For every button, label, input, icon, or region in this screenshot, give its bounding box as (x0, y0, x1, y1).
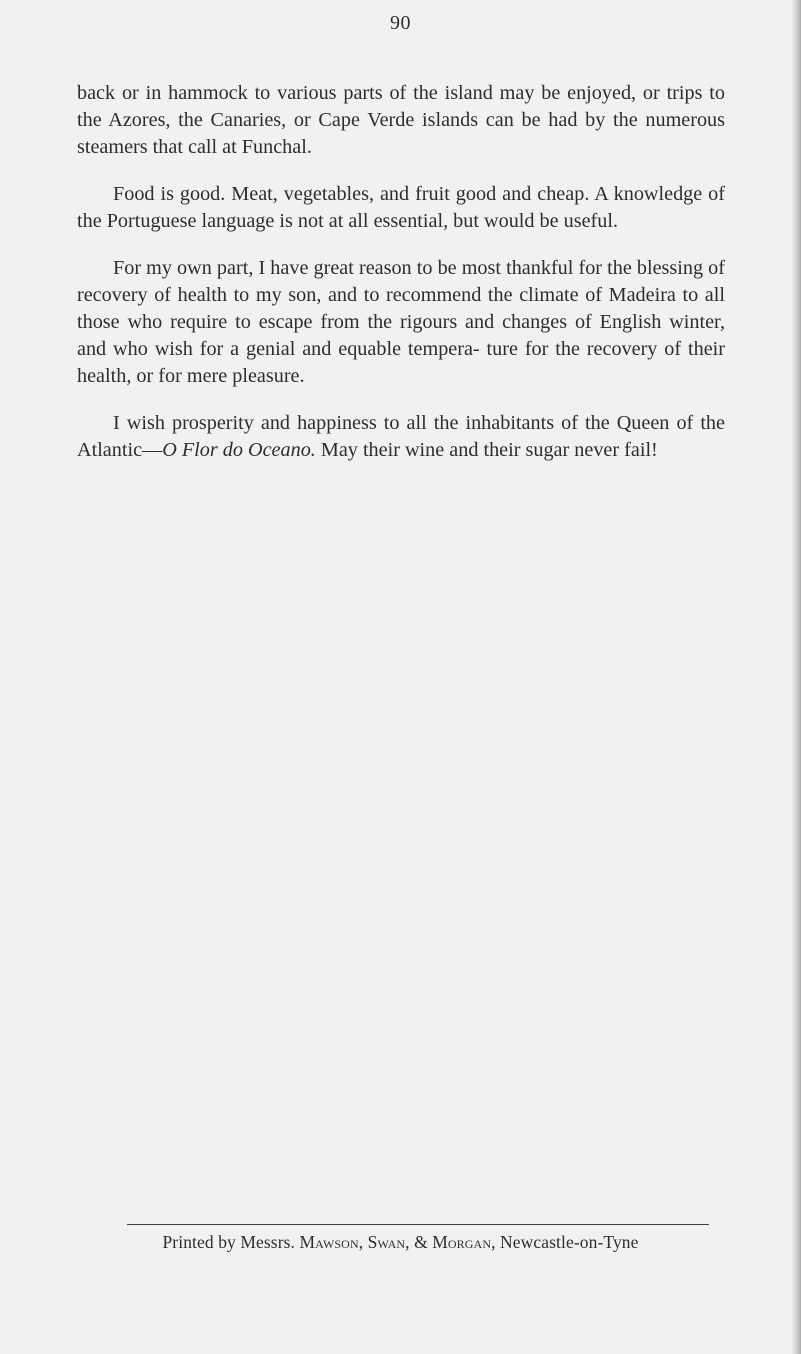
page-edge-shadow (791, 0, 801, 1354)
page-number: 90 (390, 12, 411, 34)
imprint-location: Newcastle-on-Tyne (495, 1232, 639, 1252)
printer-imprint (0, 1232, 801, 1253)
paragraph-recovery: For my own part, I have great reason to be most thankful for the blessing of recovery of health to my son, and to recommend the climate of Madeira to all those who require to escape from the rigours and changes of English winter, and who wish for a genial and equable tempera- ture for the recovery of their health, or for mere pleasure. (77, 257, 725, 387)
closing-text-end: May their wine and their sugar never fail! (315, 439, 658, 461)
paragraph-closing (77, 410, 725, 464)
closing-text-start: I wish prosperity and happiness to all the inhabitants of the Queen of the Atlantic— (77, 412, 725, 461)
body-text (77, 80, 725, 484)
imprint-prefix: Printed by Messrs. (162, 1232, 300, 1252)
closing-italic-phrase: O Flor do Oceano. (162, 439, 316, 461)
footer-rule (127, 1224, 709, 1225)
imprint-printers: Mawson, Swan, & Morgan, (299, 1232, 496, 1252)
paragraph-food: Food is good. Meat, vegetables, and fruit good and cheap. A knowledge of the Portuguese language is not at all essential, but would be useful. (77, 183, 725, 232)
paragraph-continuation: back or in hammock to various parts of the island may be enjoyed, or trips to the Azores, the Canaries, or Cape Verde islands can be had by the numerous steamers that call at Funchal. (77, 82, 725, 158)
